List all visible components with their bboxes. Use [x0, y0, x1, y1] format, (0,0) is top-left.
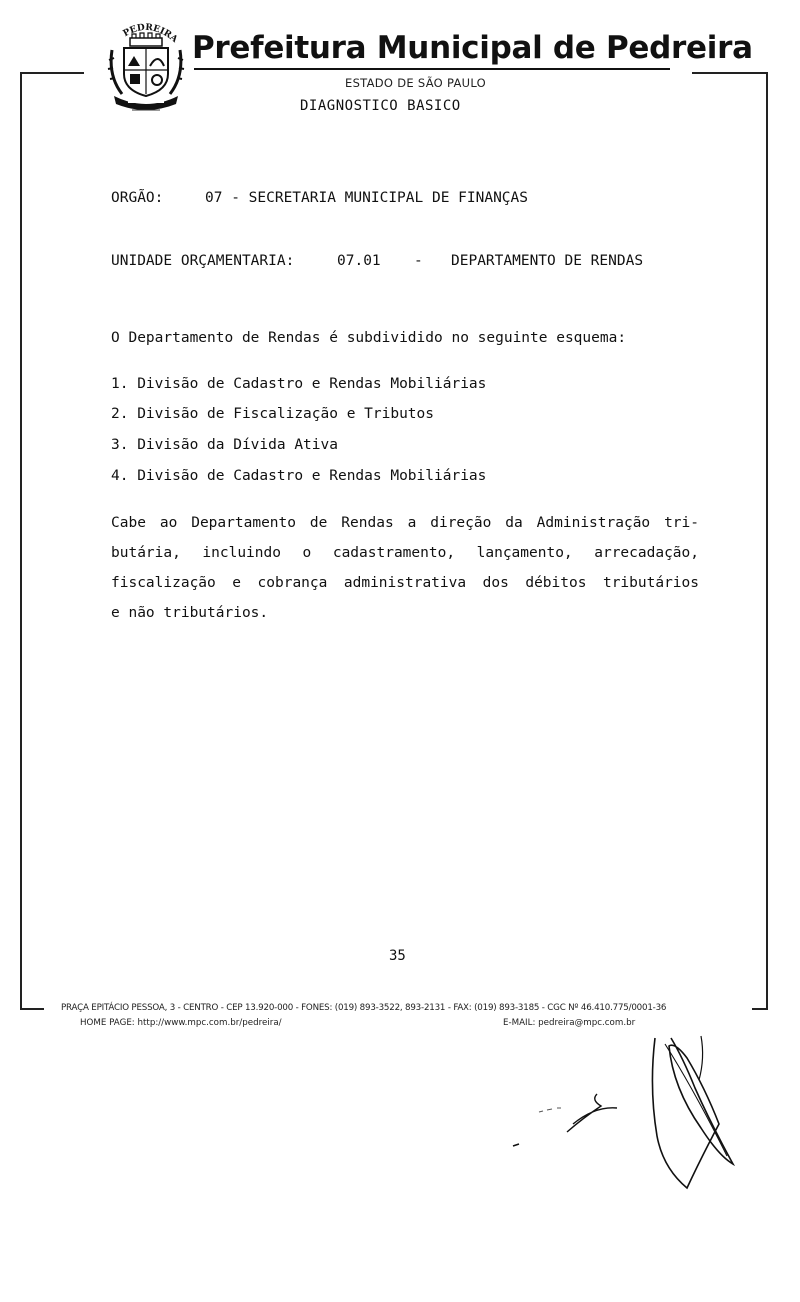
paragraph-line: butária, incluindo o cadastramento, lançamento, arrecadação, [111, 545, 699, 561]
title-underline [194, 68, 670, 70]
page-number: 35 [389, 948, 406, 964]
unidade-line [111, 253, 644, 269]
unidade-label: UNIDADE ORÇAMENTARIA: [111, 253, 295, 269]
footer-address: PRAÇA EPITÁCIO PESSOA, 3 - CENTRO - CEP 13.920-000 - FONES: (019) 893-3522, 893-2131 - FAX: (019) 893-3185 - CGC Nº 46.410.775/0001-36 [61, 1003, 667, 1013]
paragraph-line: Cabe ao Departamento de Rendas a direção da Administração tri- [111, 515, 699, 531]
frame-bottom-left [20, 1008, 44, 1010]
document-heading: DIAGNOSTICO BASICO [300, 98, 461, 114]
division-item: 4. Divisão de Cadastro e Rendas Mobiliárias [111, 468, 487, 484]
orgao-label: ORGÃO: [111, 190, 164, 206]
crest-text: PEDREIRA [121, 22, 180, 45]
municipality-title: Prefeitura Municipal de Pedreira [192, 30, 753, 66]
division-item: 1. Divisão de Cadastro e Rendas Mobiliárias [111, 376, 487, 392]
orgao-line [111, 190, 529, 206]
responsibility-paragraph [111, 508, 711, 628]
frame-bottom-right [752, 1008, 768, 1010]
handwritten-signature [505, 1028, 745, 1198]
unidade-code: 07.01 [337, 253, 381, 269]
division-item: 3. Divisão da Dívida Ativa [111, 437, 338, 453]
frame-top-left [20, 72, 84, 74]
unidade-name: DEPARTAMENTO DE RENDAS [451, 253, 644, 269]
orgao-value: 07 - SECRETARIA MUNICIPAL DE FINANÇAS [205, 190, 529, 206]
state-subtitle: ESTADO DE SÃO PAULO [345, 76, 487, 90]
frame-right [766, 72, 768, 1010]
footer-homepage: HOME PAGE: http://www.mpc.com.br/pedreira/ [80, 1018, 282, 1028]
frame-top-right [692, 72, 768, 74]
paragraph-line: e não tributários. [111, 605, 269, 621]
unidade-dash: - [414, 253, 423, 269]
intro-text: O Departamento de Rendas é subdividido no seguinte esquema: [111, 330, 627, 346]
paragraph-line: fiscalização e cobrança administrativa dos débitos tributários [111, 575, 699, 591]
division-item: 2. Divisão de Fiscalização e Tributos [111, 406, 435, 422]
footer-email: E-MAIL: pedreira@mpc.com.br [503, 1018, 636, 1028]
frame-left [20, 72, 22, 1010]
coat-of-arms-logo [106, 20, 186, 112]
